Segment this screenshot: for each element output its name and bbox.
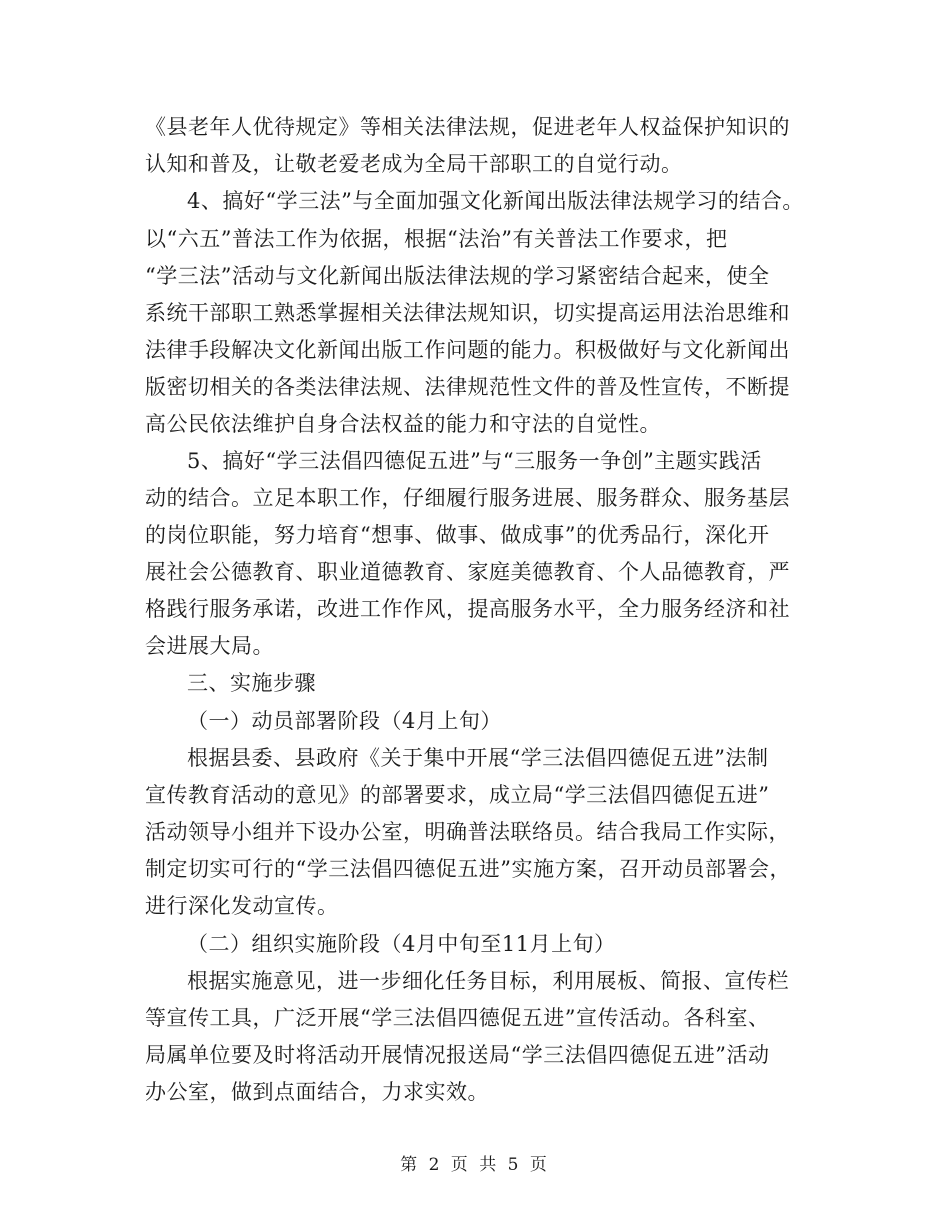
body-line: 系统干部职工熟悉掌握相关法律法规知识，切实提高运用法治思维和	[145, 301, 790, 325]
body-line: 展社会公德教育、职业道德教育、家庭美德教育、个人品德教育，严	[145, 560, 790, 584]
body-line: 活动领导小组并下设办公室，明确普法联络员。结合我局工作实际，	[145, 820, 790, 844]
body-line: 的岗位职能，努力培育“想事、做事、做成事”的优秀品行，深化开	[145, 523, 770, 547]
paragraph-heading-5: 5、搞好“学三法倡四德促五进”与“三服务一争创”主题实践活	[187, 449, 762, 473]
body-line: 根据实施意见，进一步细化任务目标，利用展板、简报、宣传栏	[187, 969, 789, 993]
body-line: 会进展大局。	[145, 634, 274, 658]
paragraph-heading-4: 4、搞好“学三法”与全面加强文化新闻出版法律法规学习的结合。	[187, 189, 804, 213]
body-line: 制定切实可行的“学三法倡四德促五进”实施方案，召开动员部署会，	[145, 857, 791, 881]
body-line: 办公室，做到点面结合，力求实效。	[145, 1080, 489, 1104]
body-line: 根据县委、县政府《关于集中开展“学三法倡四德促五进”法制	[187, 746, 769, 770]
body-line: 版密切相关的各类法律法规、法律规范性文件的普及性宣传，不断提	[145, 375, 790, 399]
subsection-heading: （二）组织实施阶段（4月中旬至11月上旬）	[187, 932, 616, 956]
body-line: 进行深化发动宣传。	[145, 894, 339, 918]
body-line: “学三法”活动与文化新闻出版法律法规的学习紧密结合起来，使全	[145, 264, 770, 288]
body-line: 以“六五”普法工作为依据，根据“法治”有关普法工作要求，把	[145, 227, 728, 251]
body-line: 局属单位要及时将活动开展情况报送局“学三法倡四德促五进”活动	[145, 1043, 770, 1067]
body-line: 等宣传工具，广泛开展“学三法倡四德促五进”宣传活动。各科室、	[145, 1006, 770, 1030]
subsection-heading: （一）动员部署阶段（4月上旬）	[187, 709, 502, 733]
body-line: 《县老年人优待规定》等相关法律法规，促进老年人权益保护知识的	[145, 115, 790, 139]
body-line: 法律手段解决文化新闻出版工作问题的能力。积极做好与文化新闻出	[145, 338, 790, 362]
body-line: 认知和普及，让敬老爱老成为全局干部职工的自觉行动。	[145, 152, 683, 176]
section-heading: 三、实施步骤	[187, 671, 316, 695]
body-line: 宣传教育活动的意见》的部署要求，成立局“学三法倡四德促五进”	[145, 783, 770, 807]
body-line: 高公民依法维护自身合法权益的能力和守法的自觉性。	[145, 412, 661, 436]
page-number-footer: 第 2 页 共 5 页	[400, 1155, 550, 1175]
body-line: 格践行服务承诺，改进工作作风，提高服务水平，全力服务经济和社	[145, 597, 790, 621]
body-line: 动的结合。立足本职工作，仔细履行服务进展、服务群众、服务基层	[145, 486, 790, 510]
